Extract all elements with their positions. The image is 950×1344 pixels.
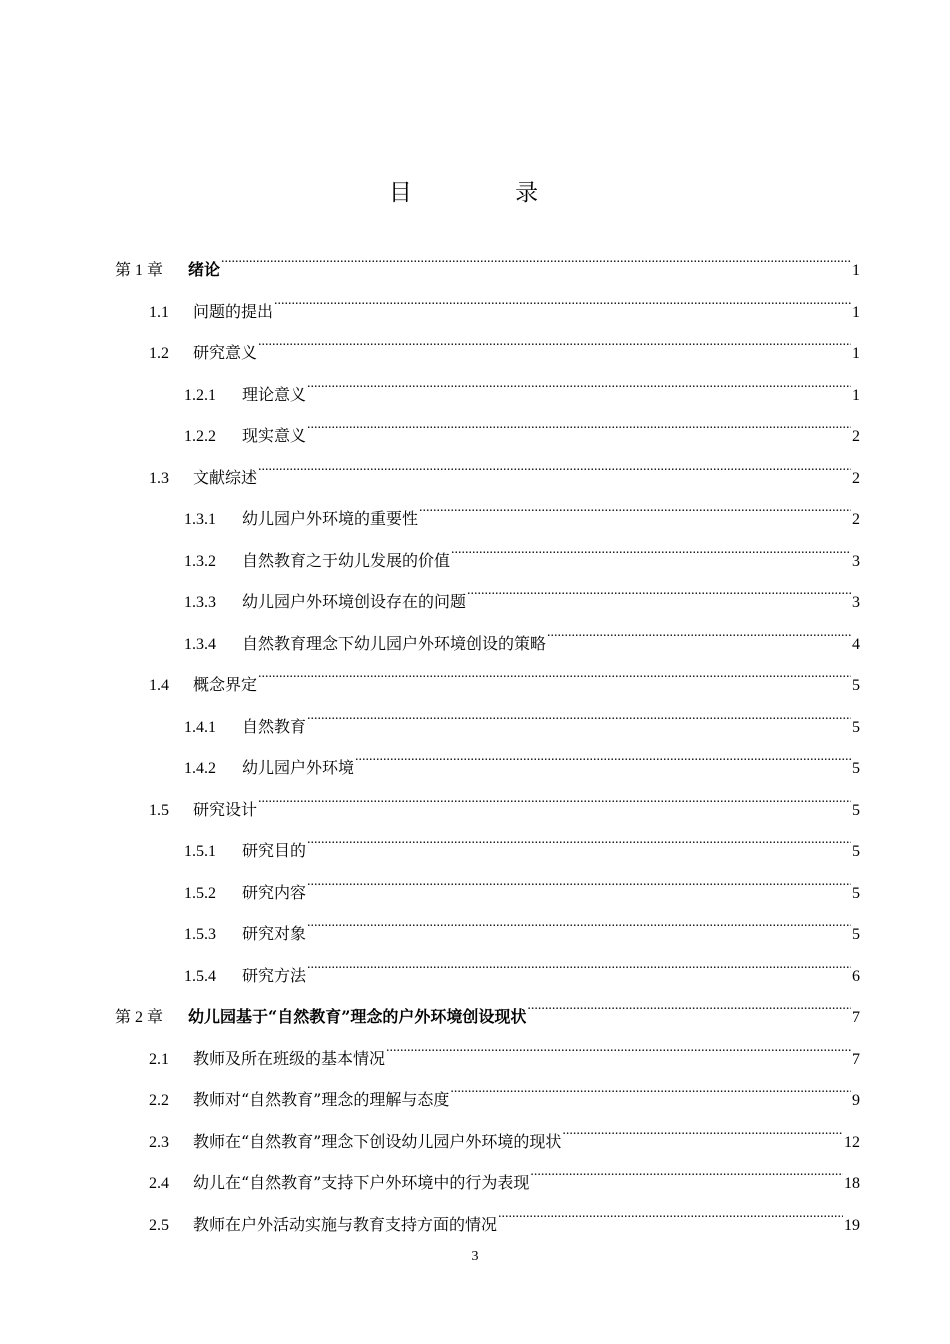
dot-leader (386, 1032, 851, 1064)
dot-leader (467, 575, 851, 607)
dot-leader (498, 1198, 843, 1230)
toc-entry-number: 第 1 章 (115, 262, 164, 279)
dot-leader (307, 949, 851, 981)
toc-entry-page-number: 5 (852, 677, 860, 694)
toc-entry-number: 2.3 (149, 1133, 169, 1151)
toc-entry-page-number: 4 (852, 635, 860, 653)
toc-entry-title: 幼儿在“自然教育”支持下户外环境中的行为表现 (193, 1173, 530, 1192)
dot-leader (530, 1156, 843, 1188)
toc-entry[interactable] (149, 1032, 860, 1068)
dot-leader (258, 658, 851, 690)
toc-entry[interactable] (184, 907, 860, 943)
toc-entry-page-number: 5 (852, 843, 860, 860)
dot-leader (562, 1115, 843, 1147)
dot-leader (221, 243, 851, 275)
toc-entry-page-number: 7 (852, 1050, 860, 1068)
dot-leader (450, 1073, 851, 1105)
dot-leader (307, 368, 851, 400)
toc-entry-title: 教师对“自然教育”理念的理解与态度 (193, 1090, 450, 1109)
dot-leader (274, 285, 851, 317)
toc-entry-title: 文献综述 (193, 467, 258, 487)
toc-entry-number: 1.1 (149, 303, 169, 321)
toc-entry[interactable] (184, 368, 860, 404)
toc-entry-title: 概念界定 (193, 675, 258, 694)
toc-entry[interactable] (115, 990, 860, 1026)
toc-entry-page-number: 2 (852, 511, 860, 528)
toc-entry-page-number: 5 (852, 926, 860, 943)
toc-entry[interactable] (184, 949, 860, 985)
toc-entry[interactable] (184, 534, 860, 570)
toc-entry-title: 幼儿园户外环境的重要性 (242, 509, 419, 528)
toc-entry-title: 理论意义 (242, 384, 307, 404)
toc-entry[interactable] (184, 866, 860, 902)
toc-entry-number: 1.3.4 (184, 635, 216, 653)
toc-entry[interactable] (149, 658, 860, 694)
toc-entry[interactable] (149, 451, 860, 487)
toc-entry-title: 研究对象 (242, 924, 307, 943)
toc-entry-page-number: 5 (852, 884, 860, 902)
toc-entry-page-number: 19 (844, 1216, 860, 1234)
dot-leader (307, 700, 851, 732)
toc-entry-number: 1.2.2 (184, 428, 216, 445)
toc-entry-number: 1.3.1 (184, 511, 216, 528)
toc-entry-title: 教师在户外活动实施与教育支持方面的情况 (193, 1214, 498, 1234)
toc-entry-title: 教师及所在班级的基本情况 (193, 1048, 386, 1068)
toc-entry-page-number: 18 (844, 1175, 860, 1192)
toc-entry[interactable] (184, 824, 860, 860)
toc-entry-title: 问题的提出 (193, 301, 274, 321)
dot-leader (419, 492, 851, 524)
toc-entry-number: 1.2.1 (184, 386, 216, 404)
toc-entry[interactable] (184, 575, 860, 611)
toc-entry[interactable] (184, 700, 860, 736)
toc-entry[interactable] (149, 783, 860, 819)
toc-entry-number: 1.4.1 (184, 718, 216, 736)
toc-entry-title: 自然教育之于幼儿发展的价值 (242, 550, 451, 570)
dot-leader (307, 824, 851, 856)
toc-entry-number: 2.2 (149, 1092, 169, 1109)
toc-entry-title: 现实意义 (242, 426, 307, 445)
toc-entry-page-number: 1 (852, 303, 860, 321)
toc-entry-page-number: 3 (852, 552, 860, 570)
toc-entry[interactable] (149, 326, 860, 362)
toc-entry[interactable] (184, 492, 860, 528)
toc-entry[interactable] (184, 409, 860, 445)
toc-entry-number: 1.5.2 (184, 884, 216, 902)
toc-entry[interactable] (149, 1198, 860, 1234)
toc-entry-page-number: 9 (852, 1092, 860, 1109)
dot-leader (451, 534, 851, 566)
toc-entry-page-number: 5 (852, 718, 860, 736)
toc-entry-page-number: 1 (852, 386, 860, 404)
toc-entry-number: 1.3.2 (184, 552, 216, 570)
toc-entry-page-number: 7 (852, 1009, 860, 1026)
toc-entry-page-number: 2 (852, 469, 860, 487)
toc-entry[interactable] (115, 243, 860, 279)
toc-entry-title: 自然教育理念下幼儿园户外环境创设的策略 (242, 633, 547, 653)
toc-entry-number: 第 2 章 (115, 1009, 164, 1026)
toc-entry-title: 研究意义 (193, 343, 258, 362)
toc-entry-title: 幼儿园户外环境创设存在的问题 (242, 592, 467, 611)
dot-leader (355, 741, 851, 773)
toc-entry-number: 2.4 (149, 1175, 169, 1192)
toc-entry-number: 2.1 (149, 1050, 169, 1068)
toc-entry[interactable] (149, 285, 860, 321)
toc-entry-title: 研究内容 (242, 882, 307, 902)
toc-entry[interactable] (149, 1156, 860, 1192)
toc-entry-title: 研究目的 (242, 841, 307, 860)
toc-entry-page-number: 5 (852, 760, 860, 777)
dot-leader (307, 907, 851, 939)
toc-entry-page-number: 6 (852, 967, 860, 985)
toc-entry-number: 1.5.1 (184, 843, 216, 860)
page-number: 3 (471, 1249, 479, 1264)
toc-entry[interactable] (149, 1073, 860, 1109)
toc-entry[interactable] (184, 617, 860, 653)
toc-entry-number: 2.5 (149, 1216, 169, 1234)
toc-entry-title: 幼儿园基于“自然教育”理念的户外环境创设现状 (188, 1007, 527, 1026)
dot-leader (258, 326, 851, 358)
toc-entry-page-number: 2 (852, 428, 860, 445)
toc-entry-number: 1.2 (149, 345, 169, 362)
toc-entry-title: 幼儿园户外环境 (242, 758, 355, 777)
toc-entry-number: 1.3 (149, 469, 169, 487)
toc-entry-number: 1.5.4 (184, 967, 216, 985)
dot-leader (307, 409, 851, 441)
toc-entry-number: 1.4.2 (184, 760, 216, 777)
toc-entry-page-number: 3 (852, 594, 860, 611)
dot-leader (527, 990, 851, 1022)
toc-entry-title: 绪论 (188, 260, 221, 279)
toc-entry-number: 1.5.3 (184, 926, 216, 943)
toc-entry-number: 1.4 (149, 677, 169, 694)
toc-entry-title: 研究方法 (242, 965, 307, 985)
toc-entry-page-number: 12 (844, 1133, 860, 1151)
toc-entry-number: 1.5 (149, 801, 169, 819)
toc-entry-title: 研究设计 (193, 799, 258, 819)
dot-leader (307, 866, 851, 898)
dot-leader (547, 617, 851, 649)
dot-leader (258, 451, 851, 483)
toc-entry[interactable] (149, 1115, 860, 1151)
page-title: 目 录 (388, 180, 587, 206)
toc-entry-title: 教师在“自然教育”理念下创设幼儿园户外环境的现状 (193, 1131, 562, 1151)
toc-entry-number: 1.3.3 (184, 594, 216, 611)
toc-entry-title: 自然教育 (242, 716, 307, 736)
dot-leader (258, 783, 851, 815)
toc-entry-page-number: 5 (852, 801, 860, 819)
toc-entry-page-number: 1 (852, 262, 860, 279)
toc-entry-page-number: 1 (852, 345, 860, 362)
toc-entry[interactable] (184, 741, 860, 777)
